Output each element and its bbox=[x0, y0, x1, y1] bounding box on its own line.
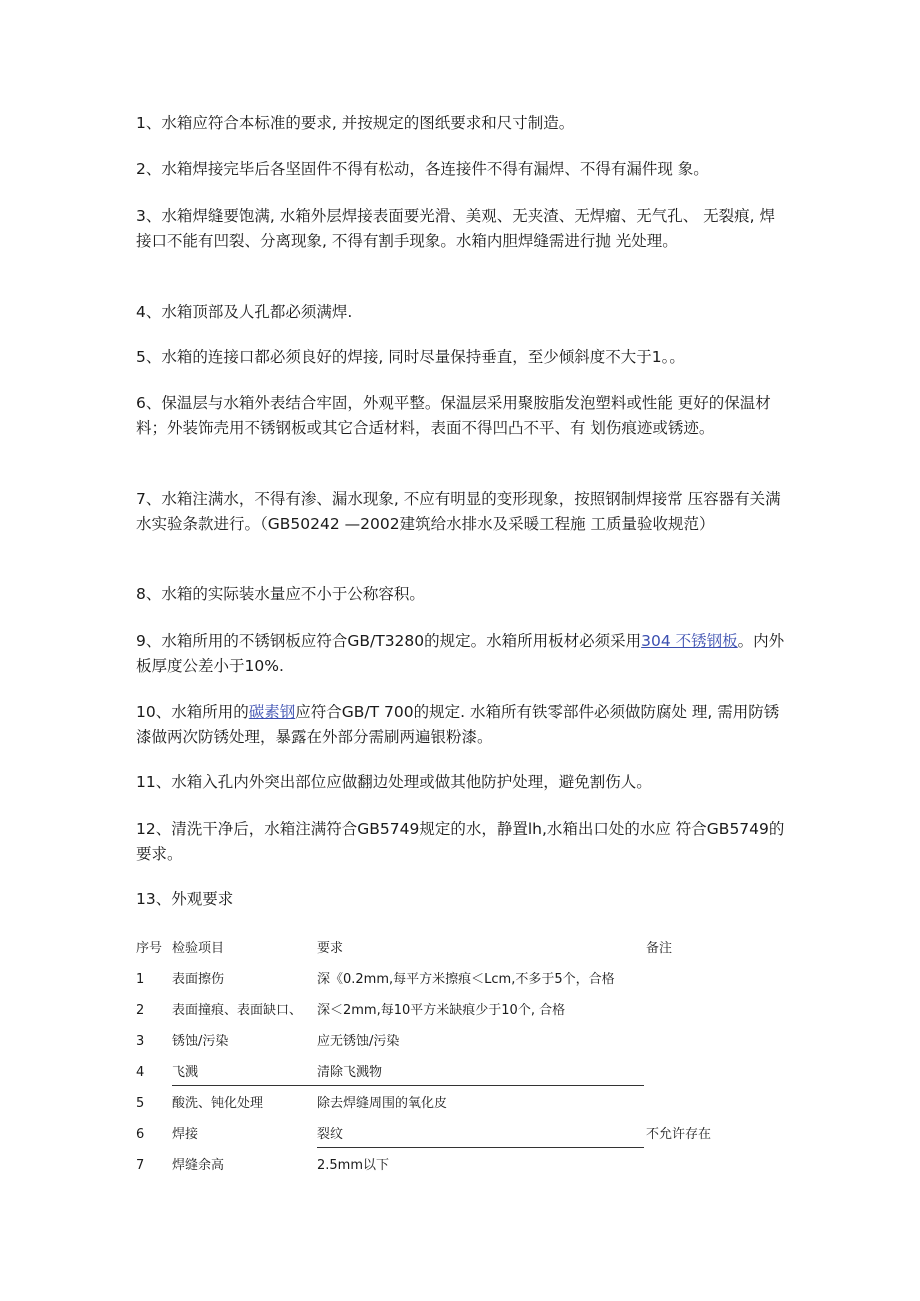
item-6: 6、保温层与水箱外表结合牢固，外观平整。保温层采用聚胺脂发泡塑料或性能 更好的保温材料；外装饰壳用不锈钢板或其它合适材料，表面不得凹凸不平、有 划伤痕迹或锈迹。 bbox=[136, 394, 771, 437]
table-row bbox=[136, 1126, 776, 1157]
row-note: 不允许存在 bbox=[646, 1127, 712, 1142]
row-item: 表面撞痕、表面缺口、 bbox=[172, 1003, 303, 1018]
item-7: 7、水箱注满水，不得有渗、漏水现象, 不应有明显的变形现象，按照钢制焊接常 压容器有关满水实验条款进行。（GB50242 —2002建筑给水排水及采暖工程施 工质量验收规范） bbox=[136, 490, 781, 533]
row-no: 2 bbox=[136, 1003, 145, 1018]
stainless-steel-link[interactable]: 304 不锈钢板 bbox=[641, 632, 738, 650]
row-requirement: 应无锈蚀/污染 bbox=[317, 1034, 400, 1049]
table-header-row bbox=[136, 940, 776, 971]
header-requirement: 要求 bbox=[317, 941, 344, 956]
row-item: 表面擦伤 bbox=[172, 972, 225, 987]
header-item: 检验项目 bbox=[172, 941, 225, 956]
row-no: 3 bbox=[136, 1034, 145, 1049]
row-no: 6 bbox=[136, 1127, 145, 1142]
row-item: 酸洗、钝化处理 bbox=[172, 1096, 264, 1111]
item-8: 8、水箱的实际装水量应不小于公称容积。 bbox=[136, 585, 425, 603]
item-2: 2、水箱焊接完毕后各坚固件不得有松动，各连接件不得有漏焊、不得有漏件现 象。 bbox=[136, 160, 709, 178]
row-rule bbox=[172, 1085, 644, 1086]
row-requirement: 深＜2mm,每10平方米缺痕少于10个, 合格 bbox=[317, 1003, 566, 1018]
table-row bbox=[136, 1095, 776, 1126]
row-no: 4 bbox=[136, 1065, 145, 1080]
header-note: 备注 bbox=[646, 941, 673, 956]
row-item: 锈蚀/污染 bbox=[172, 1034, 229, 1049]
appearance-requirements-table bbox=[136, 940, 776, 1188]
item-5: 5、水箱的连接口都必须良好的焊接, 同时尽量保持垂直，至少倾斜度不大于1。。 bbox=[136, 348, 685, 366]
row-no: 1 bbox=[136, 972, 145, 987]
row-requirement: 裂纹 bbox=[317, 1127, 344, 1142]
item-1: 1、水箱应符合本标准的要求, 并按规定的图纸要求和尺寸制造。 bbox=[136, 114, 575, 132]
row-requirement: 深《0.2mm,每平方米擦痕＜Lcm,不多于5个，合格 bbox=[317, 972, 615, 987]
row-item: 飞溅 bbox=[172, 1065, 199, 1080]
header-no: 序号 bbox=[136, 941, 163, 956]
item-10 bbox=[136, 700, 786, 749]
item-13: 13、外观要求 bbox=[136, 890, 234, 908]
item-10-text-before: 10、水箱所用的 bbox=[136, 703, 249, 721]
row-no: 5 bbox=[136, 1096, 145, 1111]
row-item: 焊缝余高 bbox=[172, 1158, 225, 1173]
row-requirement: 清除飞溅物 bbox=[317, 1065, 383, 1080]
item-9-text-before: 9、水箱所用的不锈钢板应符合GB/T3280的规定。水箱所用板材必须采用 bbox=[136, 632, 642, 650]
row-requirement: 除去焊缝周围的氧化皮 bbox=[317, 1096, 448, 1111]
item-3: 3、水箱焊缝要饱满, 水箱外层焊接表面要光滑、美观、无夹渣、无焊瘤、无气孔、 无裂痕, 焊接口不能有凹裂、分离现象, 不得有割手现象。水箱内胆焊缝需进行抛 光处理。 bbox=[136, 207, 775, 250]
table-row bbox=[136, 1157, 776, 1188]
table-row bbox=[136, 1033, 776, 1064]
table-row bbox=[136, 1002, 776, 1033]
table-row bbox=[136, 971, 776, 1002]
row-item: 焊接 bbox=[172, 1127, 199, 1142]
item-11: 11、水箱入孔内外突出部位应做翻边处理或做其他防护处理，避免割伤人。 bbox=[136, 773, 652, 791]
row-rule bbox=[317, 1147, 644, 1148]
item-12: 12、清洗干净后，水箱注满符合GB5749规定的水，静置lh,水箱出口处的水应 符合GB5749的要求。 bbox=[136, 820, 785, 863]
item-4: 4、水箱顶部及人孔都必须满焊. bbox=[136, 303, 353, 321]
item-9 bbox=[136, 629, 786, 678]
row-requirement: 2.5mm以下 bbox=[317, 1158, 390, 1173]
item-10-text-after: 应符合GB/T 700的规定. 水箱所有铁零部件必须做防腐处 理, 需用防锈漆做两次防锈处理，暴露在外部分需刷两遍银粉漆。 bbox=[136, 703, 780, 746]
item-9-text-after: 。内外板厚度公差小于10%. bbox=[136, 632, 785, 675]
table-row bbox=[136, 1064, 776, 1095]
carbon-steel-link[interactable]: 碳素钢 bbox=[248, 703, 296, 721]
row-no: 7 bbox=[136, 1158, 145, 1173]
